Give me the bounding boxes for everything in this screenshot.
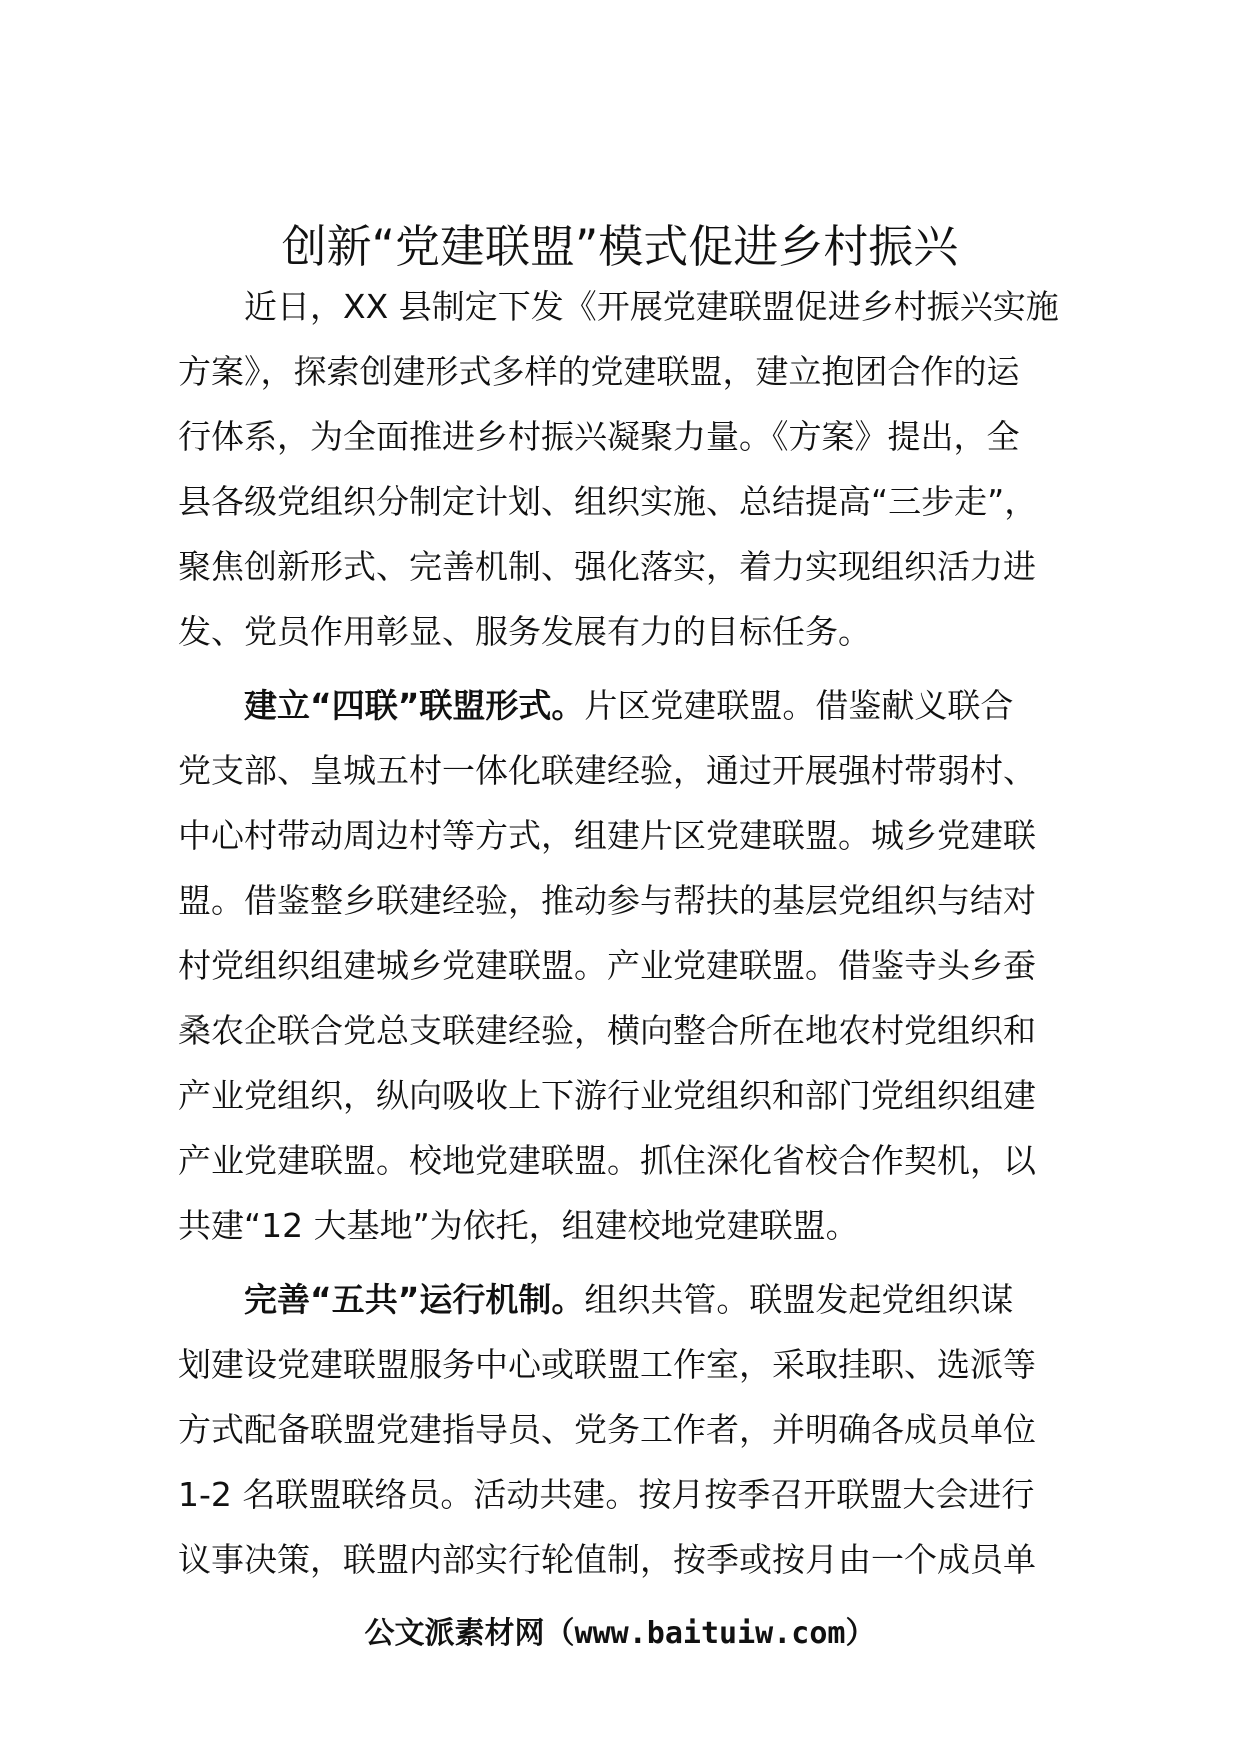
paragraph-2-line: 中心村带动周边村等方式，组建片区党建联盟。城乡党建联 bbox=[178, 816, 1036, 855]
footer-open-paren: （ bbox=[544, 1616, 575, 1651]
paragraph-gap bbox=[178, 1258, 1068, 1267]
paragraph-2-line: 村党组织组建城乡党建联盟。产业党建联盟。借鉴寺头乡蚕 bbox=[178, 946, 1036, 985]
footer-site-name: 公文派素材网 bbox=[364, 1616, 545, 1651]
footer-close-paren: ） bbox=[845, 1616, 876, 1651]
document-body bbox=[178, 274, 1068, 1592]
paragraph-3-line: 划建设党建联盟服务中心或联盟工作室，采取挂职、选派等 bbox=[178, 1345, 1036, 1384]
paragraph-2-first-line bbox=[178, 673, 1068, 738]
paragraph-3-line: 议事决策，联盟内部实行轮值制，按季或按月由一个成员单 bbox=[178, 1540, 1036, 1579]
paragraph-3-line: 1-2 名联盟联络员。活动共建。按月按季召开联盟大会进行 bbox=[178, 1475, 1035, 1514]
paragraph-2-line: 产业党组织，纵向吸收上下游行业党组织和部门党组织组建 bbox=[178, 1076, 1036, 1115]
footer-url-link[interactable]: www.baituiw.com bbox=[574, 1616, 846, 1651]
paragraph-2-line: 盟。借鉴整乡联建经验，推动参与帮扶的基层党组织与结对 bbox=[178, 881, 1036, 920]
paragraph-2-line: 片区党建联盟。借鉴献义联合 bbox=[584, 686, 1014, 725]
paragraph-2-line: 共建“12 大基地”为依托，组建校地党建联盟。 bbox=[178, 1206, 859, 1245]
paragraph-3-heading: 完善“五共”运行机制。 bbox=[244, 1280, 585, 1319]
paragraph-2-line: 桑农企联合党总支联建经验，横向整合所在地农村党组织和 bbox=[178, 1011, 1036, 1050]
paragraph-1-line: 县各级党组织分制定计划、组织实施、总结提高“三步走”， bbox=[178, 482, 1038, 521]
paragraph-2-line: 产业党建联盟。校地党建联盟。抓住深化省校合作契机，以 bbox=[178, 1141, 1036, 1180]
paragraph-3-line: 方式配备联盟党建指导员、党务工作者，并明确各成员单位 bbox=[178, 1410, 1036, 1449]
paragraph-1-line: 发、党员作用彰显、服务发展有力的目标任务。 bbox=[178, 612, 871, 651]
paragraph-1-line: 行体系，为全面推进乡村振兴凝聚力量。《方案》提出，全 bbox=[178, 417, 1020, 456]
paragraph-1-line: 近日，XX 县制定下发《开展党建联盟促进乡村振兴实施 bbox=[244, 287, 1059, 326]
paragraph-3-line: 组织共管。联盟发起党组织谋 bbox=[584, 1280, 1014, 1319]
paragraph-3-first-line bbox=[178, 1267, 1068, 1332]
paragraph-2-heading: 建立“四联”联盟形式。 bbox=[244, 686, 585, 725]
footer-watermark bbox=[0, 1612, 1240, 1656]
paragraph-1-line: 方案》，探索创建形式多样的党建联盟，建立抱团合作的运 bbox=[178, 352, 1020, 391]
paragraph-2-line: 党支部、皇城五村一体化联建经验，通过开展强村带弱村、 bbox=[178, 751, 1036, 790]
paragraph-gap bbox=[178, 664, 1068, 673]
document-title: 创新“党建联盟”模式促进乡村振兴 bbox=[281, 220, 959, 273]
paragraph-1-line: 聚焦创新形式、完善机制、强化落实，着力实现组织活力进 bbox=[178, 547, 1036, 586]
